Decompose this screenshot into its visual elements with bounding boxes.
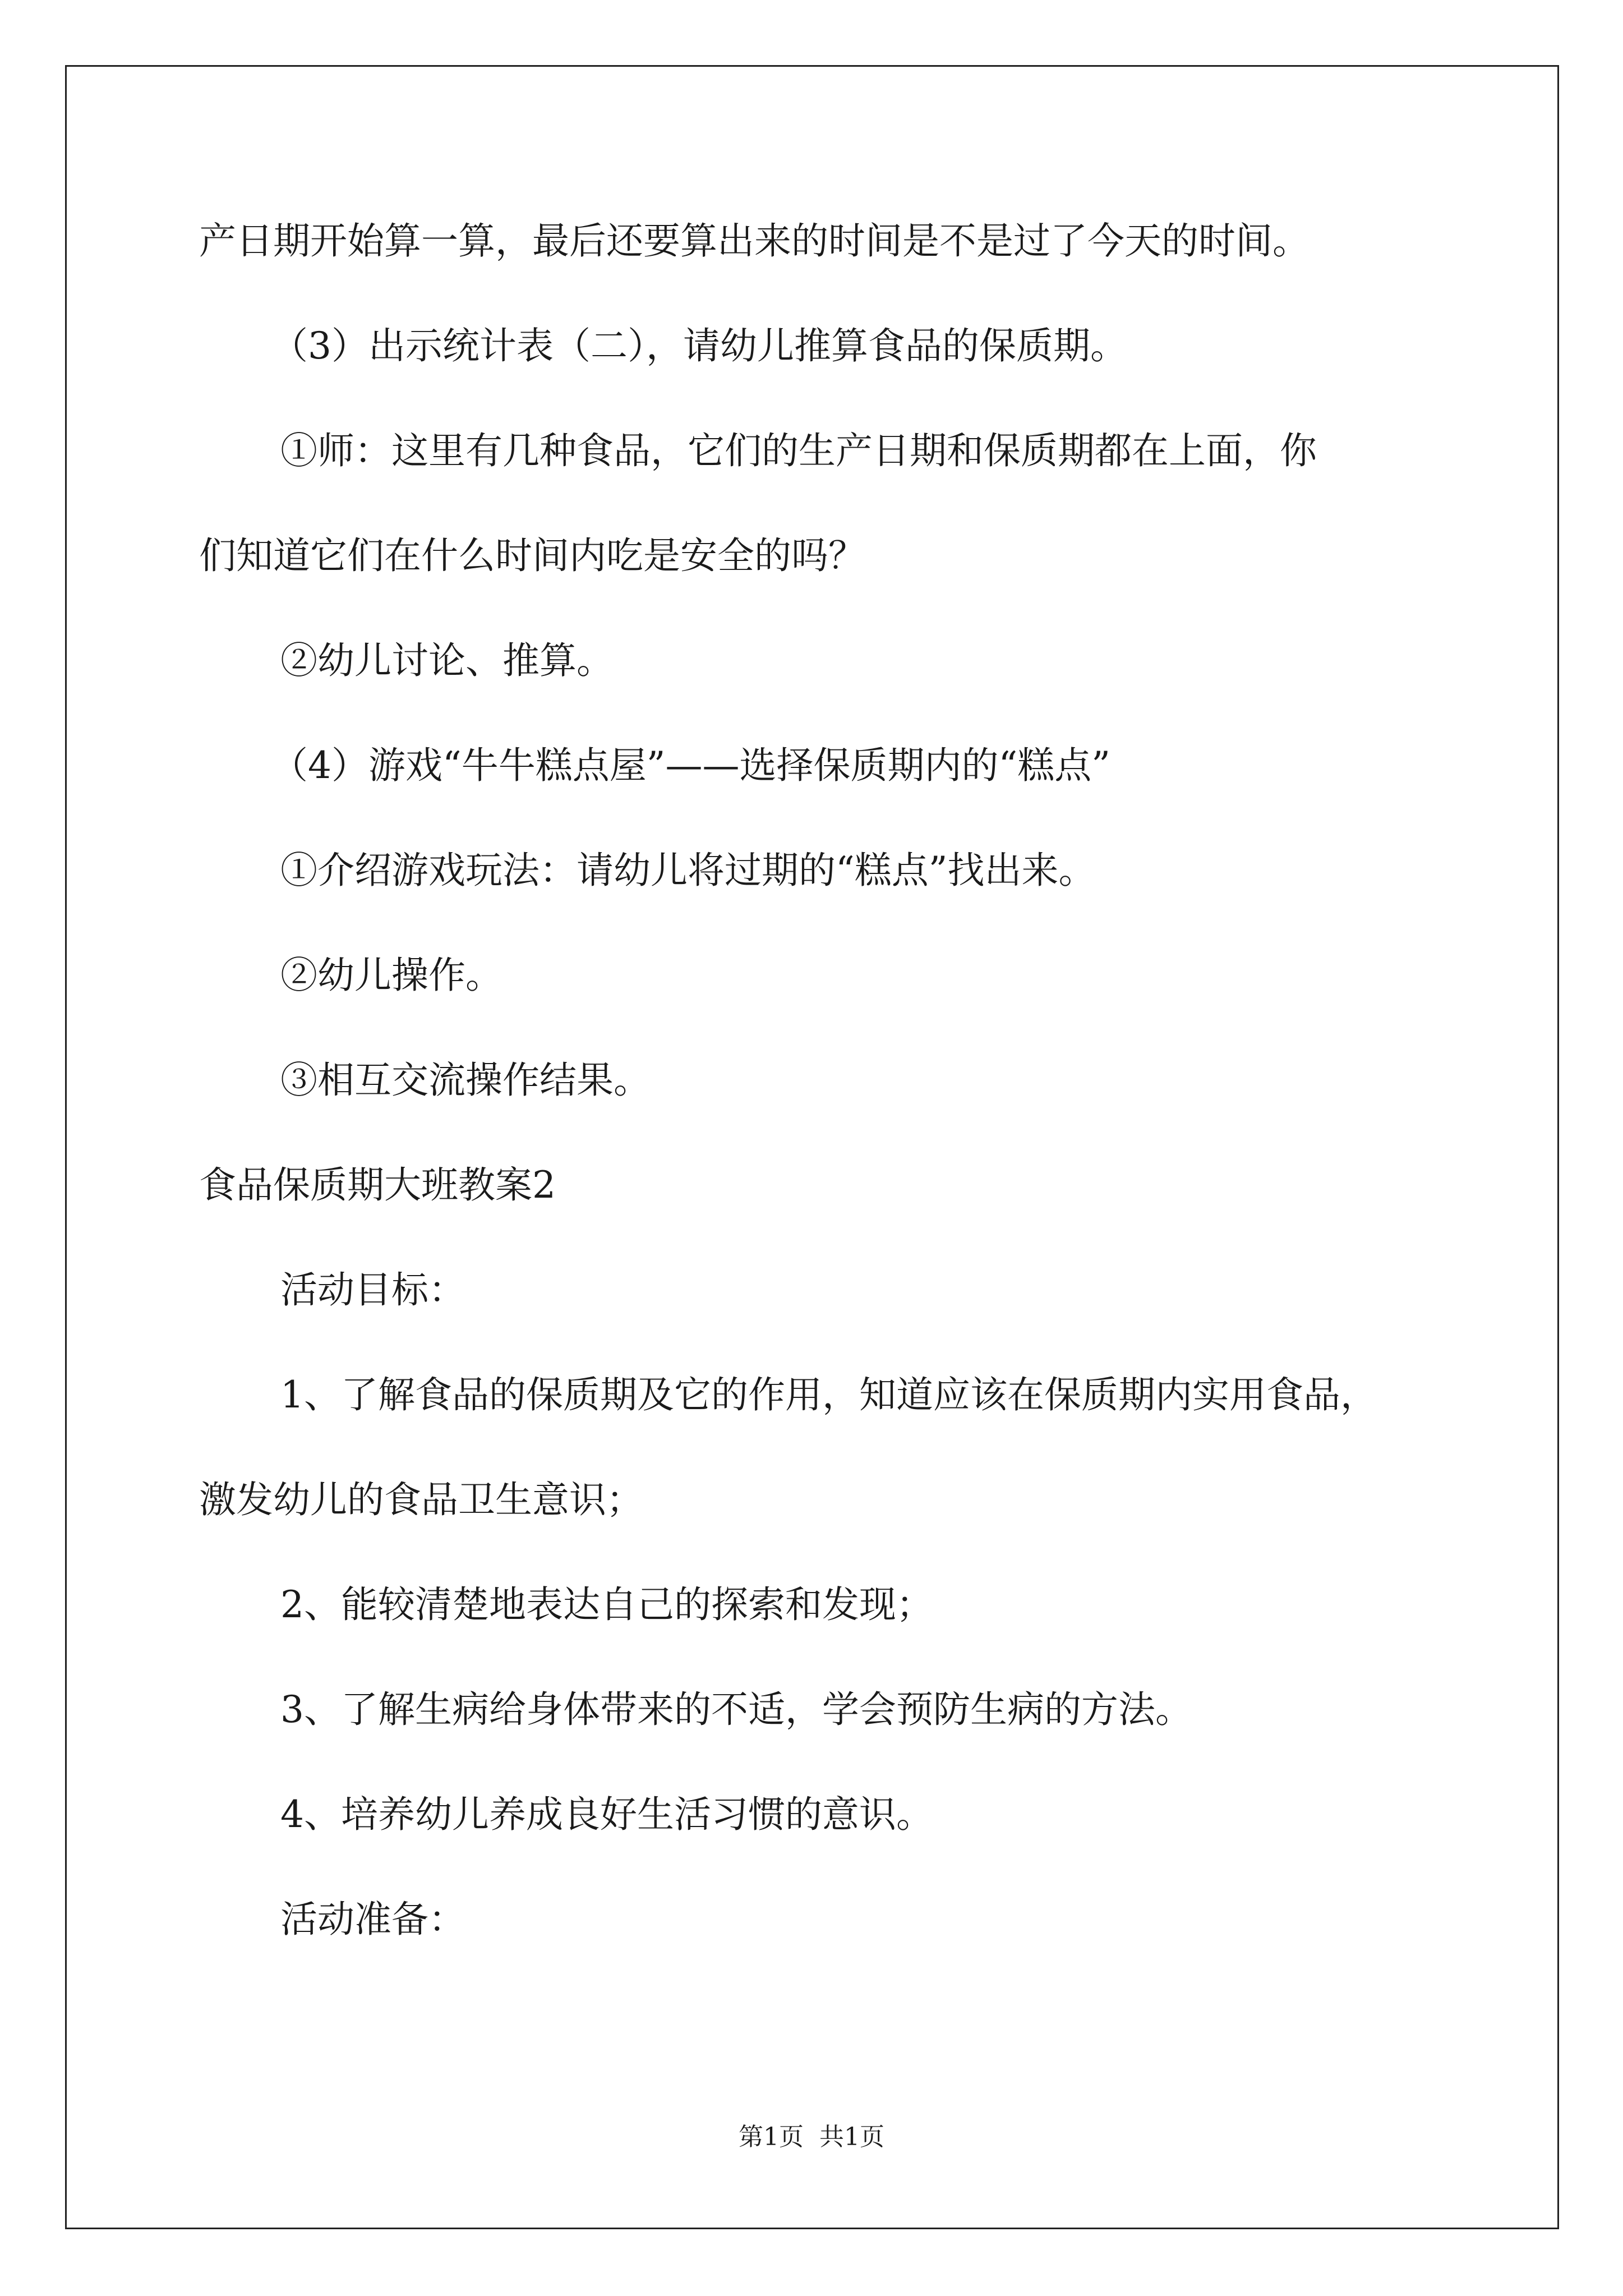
paragraph-line: 活动目标： bbox=[280, 1268, 465, 1312]
section-heading: 食品保质期大班教案2 bbox=[199, 1163, 556, 1207]
paragraph-line: 们知道它们在什么时间内吃是安全的吗？ bbox=[199, 534, 865, 577]
paragraph-line: ②幼儿讨论、推算。 bbox=[280, 639, 614, 682]
paragraph-line: 4、培养幼儿养成良好生活习惯的意识。 bbox=[280, 1793, 933, 1836]
paragraph-line: 活动准备： bbox=[280, 1898, 465, 1941]
paragraph-line: ①师：这里有几种食品，它们的生产日期和保质期都在上面，你 bbox=[280, 429, 1317, 472]
paragraph-line: 3、了解生病给身体带来的不适，学会预防生病的方法。 bbox=[280, 1688, 1192, 1731]
paragraph-line: （4）游戏“牛牛糕点屋”——选择保质期内的“糕点” bbox=[271, 744, 1110, 787]
paragraph-line: ②幼儿操作。 bbox=[280, 954, 502, 997]
paragraph-line: 2、能较清楚地表达自己的探索和发现； bbox=[280, 1583, 933, 1626]
paragraph-line: 1、了解食品的保质期及它的作用，知道应该在保质期内实用食品， bbox=[280, 1373, 1377, 1416]
paragraph-line: ③相互交流操作结果。 bbox=[280, 1059, 651, 1102]
page-footer: 第1页 共1页 bbox=[739, 2123, 884, 2151]
paragraph-line: 产日期开始算一算，最后还要算出来的时间是不是过了今天的时间。 bbox=[199, 219, 1310, 263]
paragraph-line: 激发幼儿的食品卫生意识； bbox=[199, 1478, 643, 1521]
paragraph-line: （3）出示统计表（二），请幼儿推算食品的保质期。 bbox=[271, 324, 1127, 367]
paragraph-line: ①介绍游戏玩法：请幼儿将过期的“糕点”找出来。 bbox=[280, 849, 1096, 892]
